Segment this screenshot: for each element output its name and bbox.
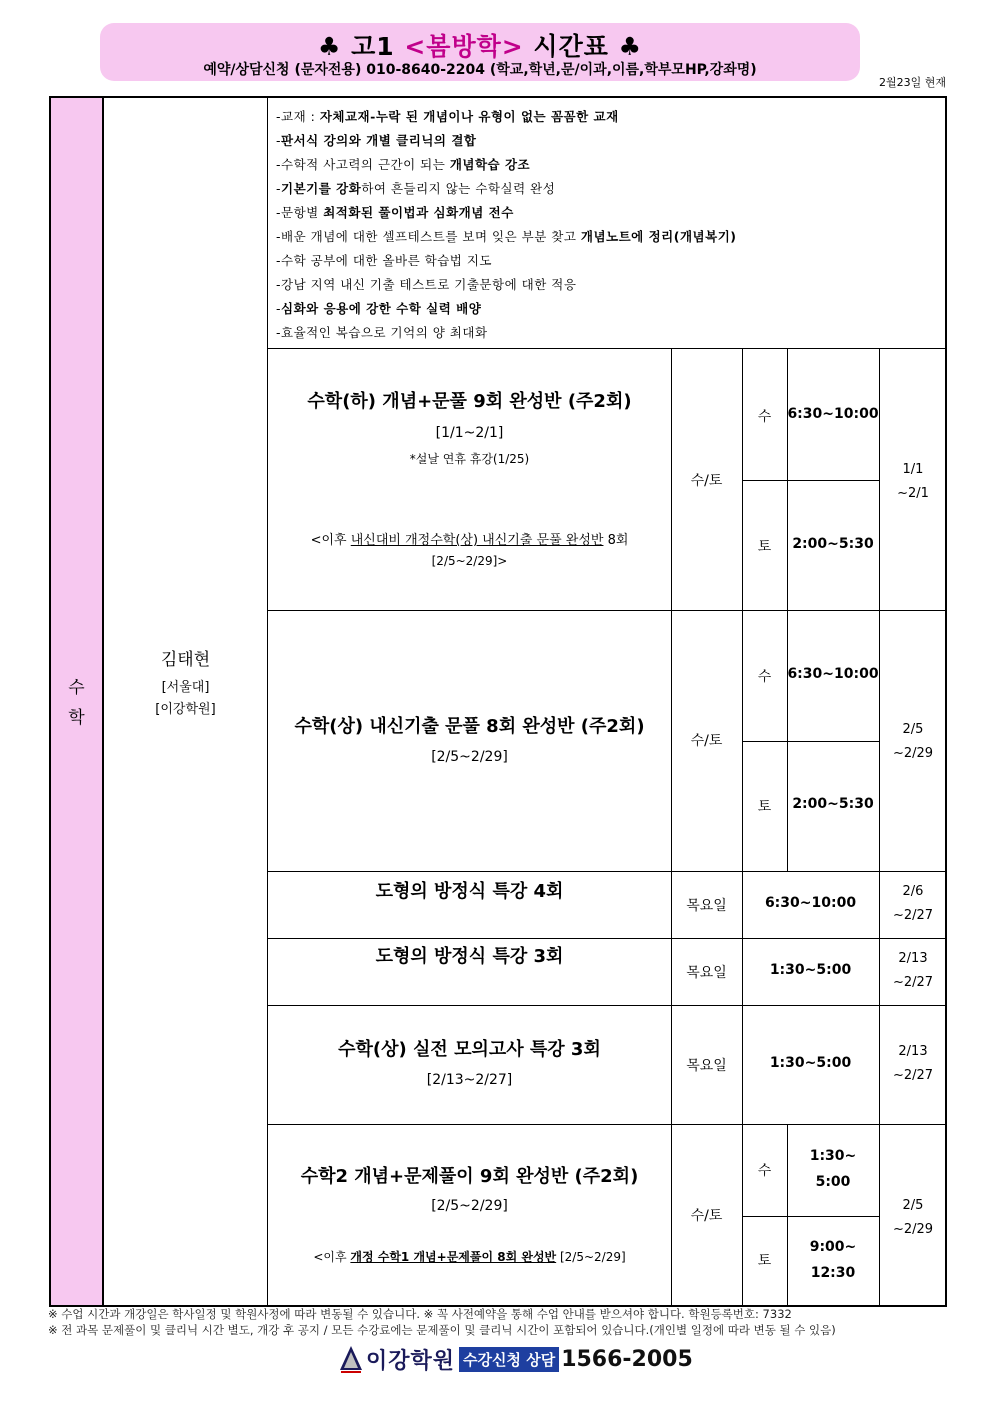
class-time: 6:30~10:00 — [787, 406, 879, 422]
day-label: 수 — [757, 669, 772, 685]
academy-logo — [338, 1342, 693, 1376]
course-followup: <이후 개정 수학1 개념+문제풀이 8회 완성반 [2/5~2/29] — [313, 1250, 626, 1264]
course-followup: <이후 내신대비 개정수학(상) 내신기출 문풀 완성반 8회 — [310, 533, 629, 548]
course-days: 수/토 — [690, 1208, 723, 1224]
course-dates: [1/1~2/1] — [435, 425, 504, 441]
class-time: 1:30~5:00 — [769, 962, 852, 978]
course-period: 2/6 ~2/27 — [892, 884, 934, 923]
course-row-6 — [268, 1124, 671, 1307]
footer-note-2: ※ 전 과목 문제풀이 및 클리닉 시간 별도, 개강 후 공지 / 모든 수강료에는 문제풀이 및 클리닉 시간이 포함되어 있습니다.(개인별 일정에 따라 변동 될 수 있음) — [48, 1323, 836, 1337]
feature-item: -기본기를 강화하여 흔들리지 않는 수학실력 완성 — [276, 181, 556, 196]
academy-name: 이강학원 — [366, 1348, 456, 1374]
academy-phone: 1566-2005 — [561, 1346, 693, 1372]
course-title: 도형의 방정식 특강 3회 — [375, 946, 564, 967]
class-time: 1:30~5:00 — [769, 1055, 852, 1071]
teacher-name: 김태현 — [160, 650, 211, 670]
header-banner — [100, 23, 860, 81]
feature-item: -수학 공부에 대한 올바른 학습법 지도 — [276, 253, 493, 268]
subject-label: 수 학 — [68, 678, 85, 728]
class-time: 6:30~10:00 — [787, 666, 879, 682]
feature-item: -교재 : 자체교재-누락 된 개념이나 유형이 없는 꼼꼼한 교재 — [276, 109, 619, 124]
feature-item: -심화와 응용에 강한 수학 실력 배양 — [276, 301, 482, 316]
day-label: 수 — [757, 1163, 772, 1179]
contact-subtitle: 예약/상담신청 (문자전용) 010-8640-2204 (학교,학년,문/이과,이름,학부모HP,강좌명) — [203, 62, 757, 78]
course-period: 2/13 ~2/27 — [892, 1044, 934, 1083]
schedule-table — [49, 96, 947, 1307]
course-title: 수학(하) 개념+문풀 9회 완성반 (주2회) — [307, 391, 632, 412]
footer-note-1: ※ 수업 시간과 개강일은 학사일정 및 학원사정에 따라 변동될 수 있습니다. ※ 꼭 사전예약을 통해 수업 안내를 받으셔야 합니다. 학원등록번호: 7332 — [48, 1307, 792, 1321]
subject-column — [51, 98, 104, 1305]
class-time: 1:30~ 5:00 — [809, 1148, 857, 1190]
course-row-5 — [268, 1005, 671, 1124]
features-list — [268, 98, 945, 349]
day-label: 토 — [757, 799, 772, 815]
course-days: 수/토 — [690, 473, 723, 489]
as-of-date: 2월23일 현재 — [879, 76, 946, 89]
title-highlight: <봄방학> — [404, 32, 524, 61]
course-period: 2/13 ~2/27 — [892, 951, 934, 990]
course-followup-dates: [2/5~2/29]> — [431, 554, 508, 568]
feature-item: -수학적 사고력의 근간이 되는 개념학습 강조 — [276, 157, 531, 172]
course-days: 목요일 — [686, 1058, 727, 1074]
day-label: 토 — [757, 539, 772, 555]
course-dates: [2/13~2/27] — [426, 1072, 513, 1088]
day-label: 수 — [757, 409, 772, 425]
title-pre: ♣ 고1 — [317, 32, 405, 61]
course-title: 도형의 방정식 특강 4회 — [375, 881, 564, 902]
course-row-2 — [268, 610, 671, 871]
course-row-3 — [268, 871, 671, 938]
course-days: 목요일 — [686, 965, 727, 981]
course-period: 2/5 ~2/29 — [892, 1198, 934, 1237]
course-row-1 — [268, 349, 671, 610]
course-title: 수학(상) 실전 모의고사 특강 3회 — [338, 1039, 601, 1060]
teacher-academy: [이강학원] — [155, 702, 216, 717]
teacher-school: [서울대] — [161, 680, 210, 695]
class-time: 6:30~10:00 — [764, 895, 857, 911]
feature-item: -강남 지역 내신 기출 테스트로 기출문항에 대한 적응 — [276, 277, 577, 292]
teacher-column — [104, 98, 268, 1305]
course-dates: [2/5~2/29] — [431, 749, 508, 765]
course-dates: [2/5~2/29] — [431, 1198, 508, 1214]
course-days: 목요일 — [686, 898, 727, 914]
class-time: 9:00~ 12:30 — [809, 1239, 857, 1281]
feature-item: -문항별 최적화된 풀이법과 심화개념 전수 — [276, 205, 514, 220]
feature-item: -배운 개념에 대한 셀프테스트를 보며 잊은 부분 찾고 개념노트에 정리(개념복기) — [276, 229, 737, 244]
course-period: 1/1 ~2/1 — [897, 462, 929, 501]
day-label: 토 — [757, 1253, 772, 1269]
page-title — [100, 27, 860, 63]
class-time: 2:00~5:30 — [792, 796, 874, 812]
title-post: 시간표 ♣ — [523, 32, 642, 61]
academy-logo-icon — [338, 1344, 364, 1374]
course-row-4 — [268, 938, 671, 1005]
course-period: 2/5 ~2/29 — [892, 722, 934, 761]
class-time: 2:00~5:30 — [792, 536, 874, 552]
enroll-badge: 수강신청 상담 — [459, 1347, 559, 1372]
course-days: 수/토 — [690, 733, 723, 749]
feature-item: -판서식 강의와 개별 클리닉의 결합 — [276, 133, 477, 148]
course-title: 수학2 개념+문제풀이 9회 완성반 (주2회) — [300, 1166, 639, 1187]
feature-item: -효율적인 복습으로 기억의 양 최대화 — [276, 325, 488, 340]
course-note: *설날 연휴 휴강(1/25) — [409, 452, 530, 466]
course-title: 수학(상) 내신기출 문풀 8회 완성반 (주2회) — [294, 716, 645, 737]
